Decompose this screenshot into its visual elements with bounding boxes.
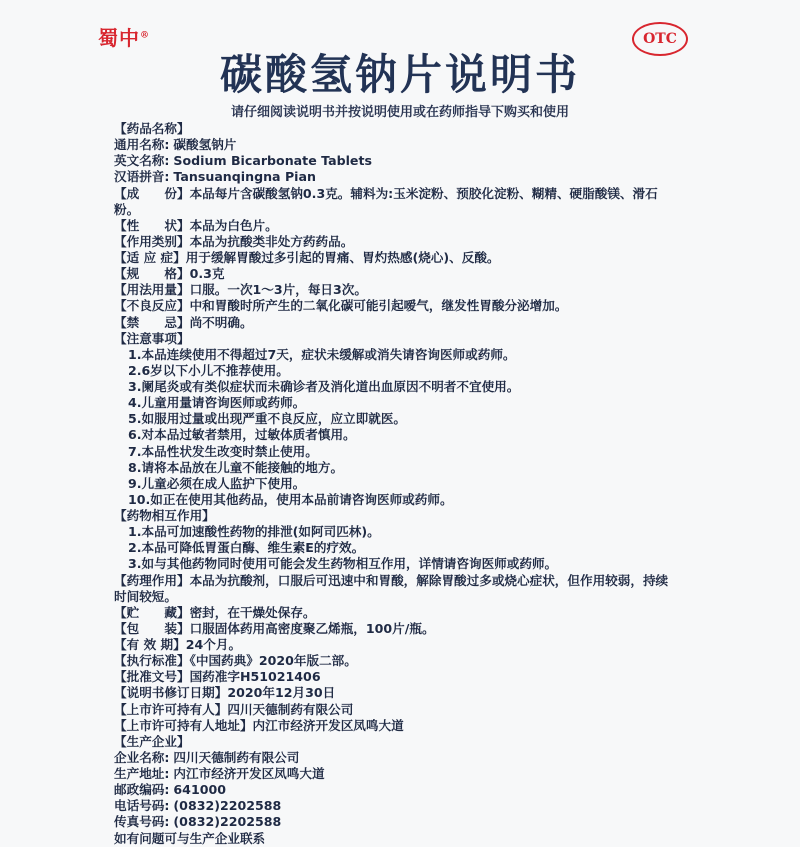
storage-line [114,605,674,621]
revision-date-label: 【说明书修订日期】 [114,685,228,701]
category-value: 本品为抗酸类非处方药药品。 [189,233,354,249]
composition-label: 【成 份】 [114,185,190,201]
dosage-label: 【用法用量】 [114,282,190,298]
specification-label: 【规 格】 [114,266,190,282]
precaution-item: 7.本品性状发生改变时禁止使用。 [128,443,318,459]
manufacturer-name-line [114,750,674,766]
packaging-value: 口服固体药用高密度聚乙烯瓶，100片/瓶。 [189,620,435,636]
license-holder-line [114,702,674,718]
precaution-item: 4.儿童用量请咨询医师或药师。 [128,395,306,411]
precaution-item: 1.本品连续使用不得超过7天，症状未缓解或消失请咨询医师或药师。 [128,346,516,362]
precautions-header: 【注意事项】 [114,330,190,346]
pharmacology-label: 【药理作用】 [114,572,190,588]
approval-label: 【批准文号】 [114,669,190,685]
pharmacology-value: 本品为抗酸剂，口服后可迅速中和胃酸，解除胃酸过多或烧心症状，但作用较弱，持续时间较短。 [114,572,669,604]
precaution-item: 2.6岁以下小儿不推荐使用。 [128,362,289,378]
appearance-line [114,218,674,234]
pinyin-name-value: Tansuanqingna Pian [173,169,316,185]
license-address-label: 【上市许可持有人地址】 [114,717,253,733]
manufacturer-address-line [114,766,674,782]
pinyin-name-line [114,169,674,185]
phone-line [114,798,674,814]
page-subtitle: 请仔细阅读说明书并按说明使用或在药师指导下购买和使用 [230,105,569,120]
packaging-label: 【包 装】 [114,620,190,636]
precaution-item: 5.如服用过量或出现严重不良反应，应立即就医。 [128,411,407,427]
approval-value: 国药准字H51021406 [189,669,321,685]
composition-value: 本品每片含碳酸氢钠0.3克。辅料为:玉米淀粉、预胶化淀粉、糊精、硬脂酸镁、滑石粉。 [114,185,658,217]
postal-code-label: 邮政编码: [114,782,170,798]
precaution-item: 9.儿童必须在成人监护下使用。 [128,475,306,491]
fax-label: 传真号码: [114,814,170,830]
page-title: 碳酸氢钠片说明书 [219,50,580,99]
phone-value: (0832)2202588 [173,798,282,814]
phone-label: 电话号码: [114,798,170,814]
generic-name-label: 通用名称: [114,137,170,153]
standard-line [114,653,674,669]
approval-line [114,669,674,685]
pinyin-name-label: 汉语拼音: [114,169,170,185]
revision-date-value: 2020年12月30日 [227,685,336,701]
dosage-line [114,282,674,298]
license-address-value: 内江市经济开发区凤鸣大道 [252,717,404,733]
brand-logo-text: 蜀中 [98,26,140,50]
indications-value: 用于缓解胃酸过多引起的胃痛、胃灼热感(烧心)、反酸。 [185,250,500,265]
manufacturer-name-value: 四川天德制药有限公司 [173,749,300,765]
interactions-header: 【药物相互作用】 [114,508,215,523]
precaution-item: 3.阑尾炎或有类似症状而未确诊者及消化道出血原因不明者不宜使用。 [128,379,520,394]
adverse-reactions-value: 中和胃酸时所产生的二氧化碳可能引起嗳气，继发性胃酸分泌增加。 [189,298,568,314]
contact-note: 如有问题可与生产企业联系 [114,830,266,846]
manufacturer-header: 【生产企业】 [114,733,190,749]
contraindications-label: 【禁 忌】 [114,314,190,330]
contraindications-line [114,315,674,331]
contraindications-value: 尚不明确。 [189,314,253,330]
revision-date-line [114,685,674,701]
precaution-item: 6.对本品过敏者禁用，过敏体质者慎用。 [128,427,356,443]
appearance-value: 本品为白色片。 [189,217,278,233]
indications-line [114,250,674,266]
drug-name-header: 【药品名称】 [114,121,190,136]
otc-badge-text: OTC [643,31,677,47]
fax-line [114,814,674,830]
category-label: 【作用类别】 [114,233,190,249]
english-name-line [114,153,674,169]
precaution-item: 10.如正在使用其他药品，使用本品前请咨询医师或药师。 [128,491,453,507]
interaction-item: 1.本品可加速酸性药物的排泄(如阿司匹林)。 [128,524,380,540]
postal-code-line [114,782,674,798]
storage-label: 【贮 藏】 [114,604,190,620]
license-holder-label: 【上市许可持有人】 [114,701,228,717]
manufacturer-name-label: 企业名称: [114,749,170,765]
standard-label: 【执行标准】 [114,653,190,669]
precaution-item: 8.请将本品放在儿童不能接触的地方。 [128,459,344,475]
specification-line [114,266,674,282]
license-holder-value: 四川天德制药有限公司 [227,701,354,717]
dosage-value: 口服。一次1～3片，每日3次。 [189,282,367,298]
indications-label: 【适 应 症】 [114,250,186,265]
specification-value: 0.3克 [189,266,225,282]
fax-value: (0832)2202588 [173,814,282,830]
composition-line [114,186,674,218]
category-line [114,234,674,250]
english-name-value: Sodium Bicarbonate Tablets [173,153,372,169]
pharmacology-line [114,573,674,605]
validity-label: 【有 效 期】 [114,637,186,652]
registered-mark: ® [140,30,150,41]
leaflet-body [114,121,674,847]
validity-value: 24个月。 [185,637,242,652]
generic-name-value: 碳酸氢钠片 [173,137,237,153]
manufacturer-address-value: 内江市经济开发区凤鸣大道 [173,766,325,781]
license-address-line [114,718,674,734]
interaction-item: 3.如与其他药物同时使用可能会发生药物相互作用，详情请咨询医师或药师。 [128,556,558,572]
standard-value: 《中国药典》2020年版二部。 [189,653,357,669]
adverse-reactions-label: 【不良反应】 [114,298,190,314]
interaction-item: 2.本品可降低胃蛋白酶、维生素E的疗效。 [128,540,365,556]
appearance-label: 【性 状】 [114,217,190,233]
generic-name-line [114,137,674,153]
adverse-reactions-line [114,298,674,314]
postal-code-value: 641000 [173,782,226,798]
english-name-label: 英文名称: [114,153,170,169]
validity-line [114,637,674,653]
storage-value: 密封，在干燥处保存。 [189,604,316,620]
packaging-line [114,621,674,637]
manufacturer-address-label: 生产地址: [114,766,170,781]
